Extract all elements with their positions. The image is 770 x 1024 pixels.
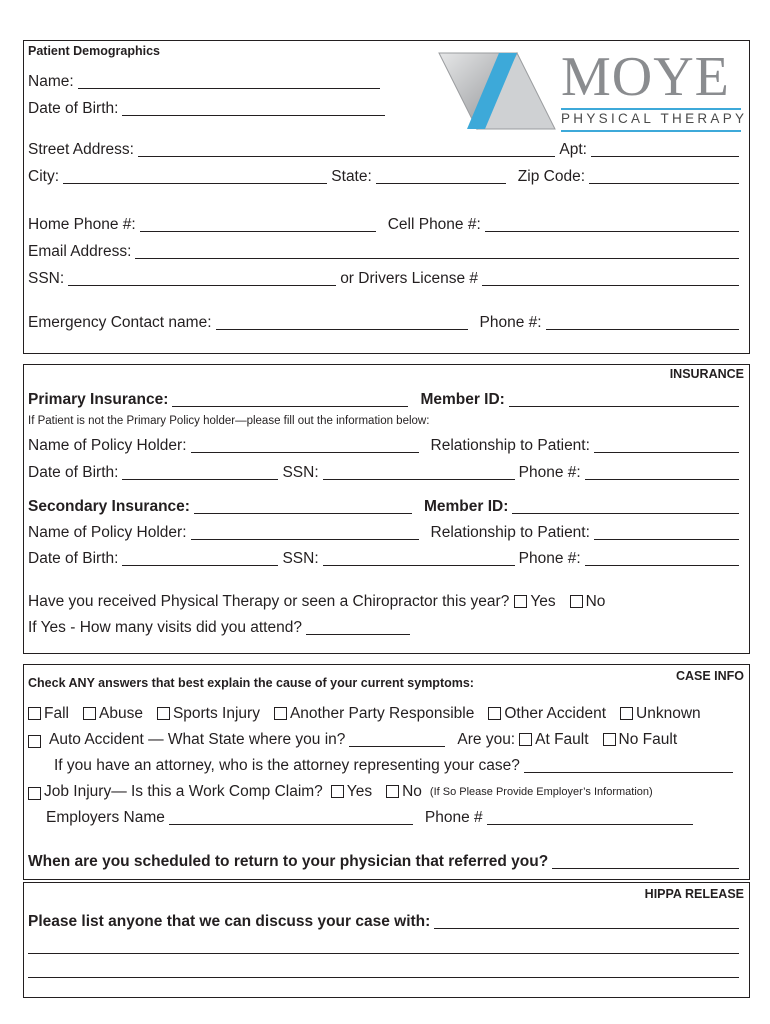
abuse-checkbox[interactable]: [83, 707, 96, 720]
discuss-label: Please list anyone that we can discuss your case with:: [28, 913, 431, 930]
street-label: Street Address:: [28, 141, 134, 158]
primary-ssn-label: SSN:: [282, 464, 319, 481]
phone-row: [28, 216, 743, 234]
primary-dob-row: [28, 464, 743, 482]
pt-no-checkbox[interactable]: [570, 595, 583, 608]
emergency-phone-label: Phone #:: [479, 314, 542, 331]
discuss-row: [28, 913, 743, 931]
discuss-field-2[interactable]: [28, 939, 739, 954]
auto-accident-label: Auto Accident — What State where you in?: [49, 731, 346, 748]
auto-accident-row: [28, 731, 743, 749]
visits-row: [28, 619, 743, 637]
other-accident-checkbox[interactable]: [488, 707, 501, 720]
name-label: Name:: [28, 73, 74, 90]
city-row: [28, 168, 743, 186]
attorney-field[interactable]: [524, 758, 733, 773]
abuse-label: Abuse: [98, 705, 143, 722]
emergency-contact-field[interactable]: [216, 315, 468, 330]
patient-demographics-section: [23, 40, 750, 354]
cause-options-row: [28, 705, 743, 723]
drivers-license-field[interactable]: [482, 271, 739, 286]
cell-phone-field[interactable]: [485, 217, 739, 232]
relationship-field[interactable]: [594, 438, 739, 453]
secondary-relationship-label: Relationship to Patient:: [430, 524, 590, 541]
dob-label: Date of Birth:: [28, 100, 119, 117]
secondary-dob-row: [28, 550, 743, 568]
return-field[interactable]: [552, 854, 739, 869]
work-comp-yes-checkbox[interactable]: [331, 785, 344, 798]
employer-field[interactable]: [169, 810, 413, 825]
discuss-line-2-row: [28, 939, 743, 956]
accident-state-field[interactable]: [349, 732, 445, 747]
job-injury-label: Job Injury— Is this a Work Comp Claim?: [44, 783, 323, 800]
name-row: [28, 73, 384, 91]
home-phone-field[interactable]: [140, 217, 376, 232]
policy-holder-field[interactable]: [191, 438, 419, 453]
employer-note: (If So Please Provide Employer’s Information): [429, 786, 653, 798]
relationship-label: Relationship to Patient:: [430, 437, 590, 454]
apt-label: Apt:: [559, 141, 587, 158]
pt-yes-checkbox[interactable]: [514, 595, 527, 608]
moye-logo-mark-icon: [437, 49, 557, 133]
dob-field[interactable]: [122, 101, 385, 116]
ssn-row: [28, 270, 743, 288]
discuss-field-1[interactable]: [434, 914, 739, 929]
state-field[interactable]: [376, 169, 506, 184]
email-field[interactable]: [135, 244, 739, 259]
case-info-heading: CASE INFO: [675, 669, 744, 683]
at-fault-checkbox[interactable]: [519, 733, 532, 746]
case-info-section: [23, 664, 750, 880]
insurance-section: [23, 364, 750, 654]
at-fault-label: At Fault: [535, 731, 589, 748]
secondary-member-id-label: Member ID:: [423, 498, 509, 515]
drivers-license-label: or Drivers License #: [340, 270, 479, 287]
hippa-heading: HIPPA RELEASE: [644, 887, 744, 901]
sports-injury-checkbox[interactable]: [157, 707, 170, 720]
primary-insurance-field[interactable]: [172, 392, 408, 407]
email-row: [28, 243, 743, 261]
policy-holder-row: [28, 437, 743, 455]
logo-subtitle: PHYSICAL THERAPY: [561, 111, 748, 126]
visits-field[interactable]: [306, 620, 410, 635]
case-prompt: Check ANY answers that best explain the cause of your current symptoms:: [28, 676, 474, 690]
job-injury-row: [28, 783, 743, 801]
emergency-contact-label: Emergency Contact name:: [28, 314, 212, 331]
email-label: Email Address:: [28, 243, 132, 260]
secondary-relationship-field[interactable]: [594, 525, 739, 540]
city-field[interactable]: [63, 169, 327, 184]
ssn-field[interactable]: [68, 271, 336, 286]
secondary-member-id-field[interactable]: [512, 499, 739, 514]
another-party-label: Another Party Responsible: [289, 705, 475, 722]
dob-row: [28, 100, 389, 118]
secondary-policy-holder-row: [28, 524, 743, 542]
primary-member-id-field[interactable]: [509, 392, 739, 407]
demographics-heading: Patient Demographics: [28, 44, 160, 58]
secondary-insurance-field[interactable]: [194, 499, 412, 514]
zip-field[interactable]: [589, 169, 739, 184]
attorney-label: If you have an attorney, who is the attorney representing your case?: [54, 757, 520, 774]
pt-question-label: Have you received Physical Therapy or seen a Chiropractor this year?: [28, 593, 510, 610]
secondary-policy-holder-field[interactable]: [191, 525, 419, 540]
work-comp-no-checkbox[interactable]: [386, 785, 399, 798]
street-field[interactable]: [138, 142, 555, 157]
moye-logo: [437, 47, 747, 131]
secondary-policy-holder-label: Name of Policy Holder:: [28, 524, 187, 541]
unknown-label: Unknown: [636, 705, 701, 722]
insurance-heading: INSURANCE: [669, 367, 744, 381]
hippa-release-section: [23, 882, 750, 998]
return-label: When are you scheduled to return to your physician that referred you?: [28, 853, 549, 870]
sports-injury-label: Sports Injury: [172, 705, 260, 722]
home-phone-label: Home Phone #:: [28, 216, 136, 233]
discuss-line-3-row: [28, 963, 743, 980]
logo-wordmark: MOYE: [561, 46, 730, 108]
logo-rule-bottom: [561, 130, 741, 132]
secondary-ssn-label: SSN:: [282, 550, 319, 567]
secondary-dob-field[interactable]: [122, 551, 278, 566]
secondary-phone-label: Phone #:: [518, 550, 581, 567]
pt-yes-label: Yes: [530, 593, 556, 610]
policy-holder-note: If Patient is not the Primary Policy holder—please fill out the information below:: [28, 415, 430, 427]
logo-rule: [561, 108, 741, 110]
job-injury-checkbox[interactable]: [28, 787, 41, 800]
primary-ssn-field[interactable]: [323, 465, 515, 480]
are-you-label: Are you:: [457, 731, 516, 748]
city-label: City:: [28, 168, 59, 185]
street-row: [28, 141, 743, 159]
zip-label: Zip Code:: [517, 168, 585, 185]
visits-label: If Yes - How many visits did you attend?: [28, 619, 302, 636]
attorney-row: [54, 757, 737, 775]
secondary-ssn-field[interactable]: [323, 551, 515, 566]
no-fault-label: No Fault: [618, 731, 678, 748]
unknown-checkbox[interactable]: [620, 707, 633, 720]
auto-accident-checkbox[interactable]: [28, 735, 41, 748]
primary-phone-field[interactable]: [585, 465, 739, 480]
emergency-phone-field[interactable]: [546, 315, 739, 330]
secondary-phone-field[interactable]: [585, 551, 739, 566]
pt-no-label: No: [585, 593, 606, 610]
primary-dob-field[interactable]: [122, 465, 278, 480]
fall-label: Fall: [44, 705, 69, 722]
primary-insurance-label: Primary Insurance:: [28, 391, 169, 408]
secondary-insurance-label: Secondary Insurance:: [28, 498, 190, 515]
emergency-row: [28, 314, 743, 332]
state-label: State:: [331, 168, 372, 185]
employer-phone-label: Phone #: [424, 809, 483, 826]
another-party-checkbox[interactable]: [274, 707, 287, 720]
other-accident-label: Other Accident: [504, 705, 607, 722]
work-comp-yes-label: Yes: [346, 783, 373, 800]
no-fault-checkbox[interactable]: [603, 733, 616, 746]
cell-phone-label: Cell Phone #:: [387, 216, 481, 233]
employer-row: [46, 809, 697, 827]
discuss-field-3[interactable]: [28, 963, 739, 978]
primary-member-id-label: Member ID:: [420, 391, 505, 408]
secondary-insurance-row: [28, 498, 743, 516]
apt-field[interactable]: [591, 142, 739, 157]
primary-insurance-row: [28, 391, 743, 409]
primary-dob-label: Date of Birth:: [28, 464, 119, 481]
name-field[interactable]: [78, 74, 380, 89]
primary-phone-label: Phone #:: [518, 464, 581, 481]
secondary-dob-label: Date of Birth:: [28, 550, 119, 567]
return-row: [28, 853, 743, 871]
pt-question-row: [28, 593, 743, 611]
employer-phone-field[interactable]: [487, 810, 693, 825]
ssn-label: SSN:: [28, 270, 65, 287]
employer-label: Employers Name: [46, 809, 165, 826]
policy-holder-label: Name of Policy Holder:: [28, 437, 187, 454]
work-comp-no-label: No: [402, 783, 422, 800]
fall-checkbox[interactable]: [28, 707, 41, 720]
